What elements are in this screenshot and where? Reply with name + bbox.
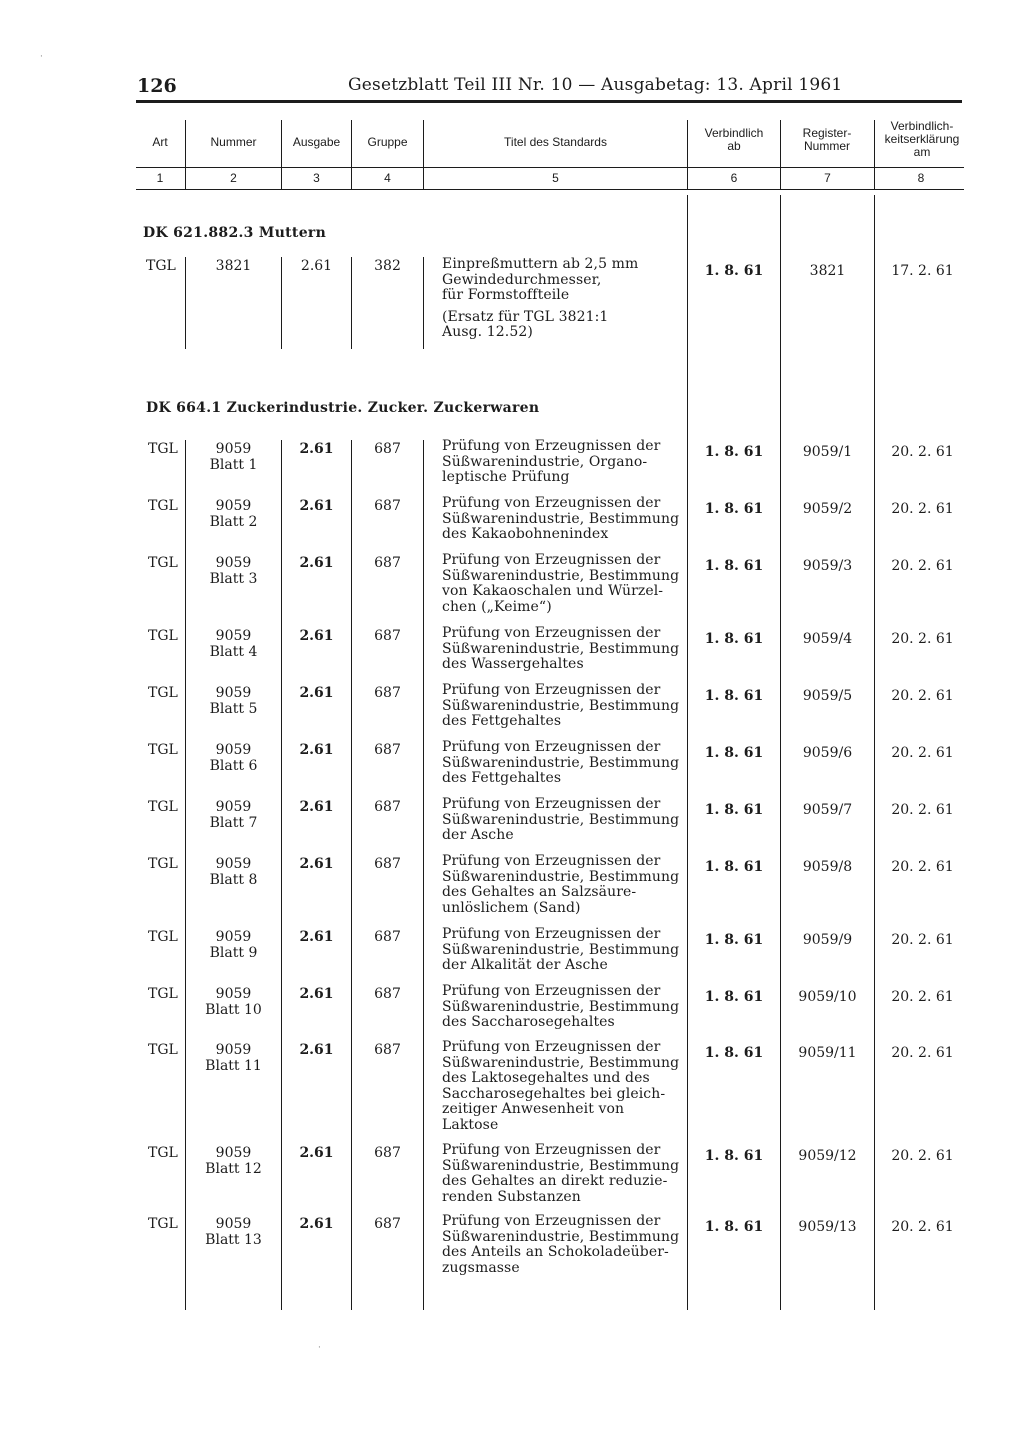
row-gruppe: 687 bbox=[374, 1216, 401, 1232]
titel-line: renden Substanzen bbox=[442, 1188, 581, 1205]
titel-line: des Anteils an Schokoladeüber- bbox=[442, 1244, 669, 1260]
col-number-6: 6 bbox=[730, 171, 738, 185]
row-ausgabe: 2.61 bbox=[299, 1145, 334, 1161]
section-heading-muttern: DK 621.882.3 Muttern bbox=[143, 225, 327, 241]
titel-line: des Gehaltes an direkt reduzie- bbox=[442, 1173, 668, 1189]
row-ausgabe: 2.61 bbox=[299, 628, 334, 644]
row-titel bbox=[442, 439, 682, 486]
titel-line: Süßwarenindustrie, Bestimmung bbox=[442, 1054, 680, 1071]
titel-line: Süßwarenindustrie, Bestimmung bbox=[442, 1228, 680, 1245]
row-erklaerung: 20. 2. 61 bbox=[891, 631, 954, 647]
row-blatt: Blatt 13 bbox=[205, 1232, 262, 1248]
titel-line: Gewindedurchmesser, bbox=[442, 271, 602, 288]
row-erklaerung: 20. 2. 61 bbox=[891, 1045, 954, 1061]
row-register: 9059/13 bbox=[798, 1219, 857, 1235]
titel-line: Süßwarenindustrie, Bestimmung bbox=[442, 1157, 680, 1174]
row-ausgabe: 2.61 bbox=[299, 498, 334, 514]
row-art: TGL bbox=[148, 555, 178, 571]
row-ausgabe: 2.61 bbox=[299, 929, 334, 945]
row-erklaerung: 20. 2. 61 bbox=[891, 1148, 954, 1164]
titel-line: des Wassergehaltes bbox=[442, 656, 584, 672]
row-verbindlich: 1. 8. 61 bbox=[704, 1219, 764, 1235]
row-blatt: Blatt 2 bbox=[209, 514, 258, 530]
row-blatt: Blatt 5 bbox=[209, 701, 258, 717]
row-blatt: Blatt 1 bbox=[209, 457, 258, 473]
replacement-note bbox=[442, 310, 682, 341]
col-number-3: 3 bbox=[313, 171, 320, 185]
row-blatt: Blatt 11 bbox=[205, 1058, 262, 1074]
row-nummer: 9059 bbox=[215, 929, 252, 945]
header-bottom-rule bbox=[136, 189, 964, 190]
titel-line: leptische Prüfung bbox=[442, 469, 570, 485]
titel-line: von Kakaoschalen und Würzel- bbox=[442, 583, 664, 599]
col-number-8: 8 bbox=[917, 171, 925, 185]
row-ausgabe: 2.61 bbox=[300, 258, 333, 274]
row-ausgabe: 2.61 bbox=[299, 799, 334, 815]
titel-line: Prüfung von Erzeugnissen der bbox=[442, 682, 661, 698]
titel-line: des Fettgehaltes bbox=[442, 770, 562, 786]
row-art: TGL bbox=[148, 1042, 178, 1058]
row-art: TGL bbox=[148, 685, 178, 701]
titel-line: Süßwarenindustrie, Bestimmung bbox=[442, 510, 680, 527]
row-ausgabe: 2.61 bbox=[299, 441, 334, 457]
row-erklaerung: 20. 2. 61 bbox=[891, 558, 954, 574]
col-number-5: 5 bbox=[552, 171, 559, 185]
col-header-verbindlich: Verbindlich ab bbox=[704, 126, 764, 153]
row-art: TGL bbox=[148, 498, 178, 514]
titel-line: Süßwarenindustrie, Organo- bbox=[442, 453, 648, 470]
titel-line: unlöslichem (Sand) bbox=[442, 899, 581, 916]
row-gruppe: 687 bbox=[374, 685, 401, 701]
row-nummer: 3821 bbox=[215, 258, 252, 274]
titel-line: des Kakaobohnenindex bbox=[442, 526, 609, 542]
titel-line: Prüfung von Erzeugnissen der bbox=[442, 739, 661, 755]
row-art: TGL bbox=[148, 856, 178, 872]
header-divider bbox=[136, 167, 964, 168]
titel-line: zugsmasse bbox=[442, 1259, 520, 1276]
row-nummer: 9059 bbox=[215, 742, 252, 758]
row-titel bbox=[442, 626, 682, 673]
row-register: 9059/2 bbox=[802, 501, 853, 517]
titel-line: Laktose bbox=[442, 1116, 499, 1133]
row-titel bbox=[442, 984, 682, 1031]
row-ausgabe: 2.61 bbox=[299, 685, 334, 701]
row-verbindlich: 1. 8. 61 bbox=[704, 932, 764, 948]
row-titel bbox=[442, 1040, 682, 1133]
titel-line: Prüfung von Erzeugnissen der bbox=[442, 926, 661, 942]
row-nummer: 9059 bbox=[215, 441, 252, 457]
titel-line: der Asche bbox=[442, 827, 514, 843]
titel-line: Prüfung von Erzeugnissen der bbox=[442, 495, 661, 511]
col-number-7: 7 bbox=[824, 171, 831, 185]
row-gruppe: 687 bbox=[374, 498, 401, 514]
titel-line: Einpreßmuttern ab 2,5 mm bbox=[442, 256, 639, 272]
row-ausgabe: 2.61 bbox=[299, 856, 334, 872]
titel-line: Süßwarenindustrie, Bestimmung bbox=[442, 640, 680, 657]
row-gruppe: 687 bbox=[374, 856, 401, 872]
titel-line: des Saccharosegehaltes bbox=[442, 1014, 615, 1030]
row-art: TGL bbox=[148, 799, 178, 815]
row-blatt: Blatt 10 bbox=[205, 1002, 262, 1018]
row-titel bbox=[442, 683, 682, 730]
titel-line: Saccharosegehaltes bei gleich- bbox=[442, 1085, 666, 1102]
section2-col-rule bbox=[423, 440, 424, 1310]
row-ausgabe: 2.61 bbox=[299, 742, 334, 758]
row-titel bbox=[442, 496, 682, 543]
titel-line: Prüfung von Erzeugnissen der bbox=[442, 438, 661, 454]
row-art: TGL bbox=[146, 258, 176, 274]
row-nummer: 9059 bbox=[215, 799, 252, 815]
row-verbindlich: 1. 8. 61 bbox=[704, 745, 764, 761]
row-verbindlich: 1. 8. 61 bbox=[704, 1148, 764, 1164]
row-nummer: 9059 bbox=[215, 628, 252, 644]
row-ausgabe: 2.61 bbox=[299, 555, 334, 571]
row-register: 9059/12 bbox=[798, 1148, 857, 1164]
row-gruppe: 687 bbox=[374, 799, 401, 815]
row-erklaerung: 20. 2. 61 bbox=[891, 501, 954, 517]
col-number-1: 1 bbox=[156, 171, 164, 185]
row-titel bbox=[442, 740, 682, 787]
row-verbindlich: 1. 8. 61 bbox=[704, 859, 764, 875]
row-gruppe: 687 bbox=[374, 986, 401, 1002]
row-erklaerung: 20. 2. 61 bbox=[891, 688, 954, 704]
row-gruppe: 687 bbox=[374, 1042, 401, 1058]
row-blatt: Blatt 6 bbox=[209, 758, 258, 774]
row-erklaerung: 20. 2. 61 bbox=[891, 859, 954, 875]
row-verbindlich: 1. 8. 61 bbox=[704, 802, 764, 818]
row-blatt: Blatt 7 bbox=[209, 815, 258, 831]
row-register: 9059/4 bbox=[802, 631, 853, 647]
row-art: TGL bbox=[148, 628, 178, 644]
row-verbindlich: 1. 8. 61 bbox=[704, 444, 764, 460]
section1-col-rule bbox=[423, 257, 424, 349]
titel-line: für Formstoffteile bbox=[442, 287, 570, 303]
row-register: 9059/7 bbox=[802, 802, 853, 818]
col-header-ausgabe: Ausgabe bbox=[292, 135, 341, 149]
page-number: 126 bbox=[137, 75, 177, 97]
row-blatt: Blatt 9 bbox=[209, 945, 258, 961]
row-art: TGL bbox=[148, 441, 178, 457]
row-verbindlich: 1. 8. 61 bbox=[704, 558, 764, 574]
col-header-titel: Titel des Standards bbox=[504, 135, 607, 149]
titel-line: Prüfung von Erzeugnissen der bbox=[442, 853, 661, 869]
row-art: TGL bbox=[148, 742, 178, 758]
titel-line: Süßwarenindustrie, Bestimmung bbox=[442, 697, 680, 714]
titel-line: Prüfung von Erzeugnissen der bbox=[442, 625, 661, 641]
row-register: 9059/3 bbox=[802, 558, 853, 574]
note-line: (Ersatz für TGL 3821:1 bbox=[442, 308, 609, 325]
row-nummer: 9059 bbox=[215, 1042, 252, 1058]
header-rule bbox=[136, 100, 962, 103]
row-gruppe: 687 bbox=[374, 929, 401, 945]
titel-line: Prüfung von Erzeugnissen der bbox=[442, 1213, 661, 1229]
titel-line: Prüfung von Erzeugnissen der bbox=[442, 1142, 661, 1158]
row-nummer: 9059 bbox=[215, 856, 252, 872]
titel-line: Prüfung von Erzeugnissen der bbox=[442, 1039, 661, 1055]
row-gruppe: 687 bbox=[374, 1145, 401, 1161]
row-verbindlich: 1. 8. 61 bbox=[704, 688, 764, 704]
col-header-erklaerung: Verbindlich-keitserklärung am bbox=[884, 119, 960, 159]
note-line: Ausg. 12.52) bbox=[442, 324, 533, 340]
row-nummer: 9059 bbox=[215, 555, 252, 571]
row-register: 9059/8 bbox=[802, 859, 853, 875]
row-blatt: Blatt 3 bbox=[209, 571, 258, 587]
titel-line: Süßwarenindustrie, Bestimmung bbox=[442, 941, 680, 958]
row-blatt: Blatt 8 bbox=[209, 872, 258, 888]
row-blatt: Blatt 12 bbox=[205, 1161, 262, 1177]
row-erklaerung: 20. 2. 61 bbox=[891, 1219, 954, 1235]
row-gruppe: 687 bbox=[374, 441, 401, 457]
row-art: TGL bbox=[148, 1216, 178, 1232]
col-header-nummer: Nummer bbox=[210, 135, 257, 149]
titel-line: zeitiger Anwesenheit von bbox=[442, 1101, 625, 1117]
row-ausgabe: 2.61 bbox=[299, 1042, 334, 1058]
row-art: TGL bbox=[148, 986, 178, 1002]
row-erklaerung: 20. 2. 61 bbox=[891, 932, 954, 948]
row-titel bbox=[442, 257, 682, 341]
row-verbindlich: 1. 8. 61 bbox=[704, 501, 764, 517]
row-titel bbox=[442, 553, 682, 615]
row-verbindlich: 1. 8. 61 bbox=[704, 1045, 764, 1061]
titel-line: der Alkalität der Asche bbox=[442, 957, 608, 973]
row-verbindlich: 1. 8. 61 bbox=[704, 989, 764, 1005]
row-gruppe: 382 bbox=[374, 258, 401, 274]
row-erklaerung: 17. 2. 61 bbox=[891, 263, 954, 279]
titel-line: Süßwarenindustrie, Bestimmung bbox=[442, 868, 680, 885]
row-titel bbox=[442, 854, 682, 916]
row-nummer: 9059 bbox=[215, 1145, 252, 1161]
col-header-art: Art bbox=[152, 135, 168, 149]
row-erklaerung: 20. 2. 61 bbox=[891, 444, 954, 460]
titel-line: Süßwarenindustrie, Bestimmung bbox=[442, 567, 680, 584]
row-titel bbox=[442, 1214, 682, 1276]
row-register: 9059/1 bbox=[802, 444, 853, 460]
row-ausgabe: 2.61 bbox=[299, 986, 334, 1002]
row-register: 3821 bbox=[809, 263, 846, 279]
row-register: 9059/5 bbox=[802, 688, 853, 704]
scan-speck: · bbox=[40, 52, 43, 62]
col-header-gruppe: Gruppe bbox=[367, 135, 408, 149]
row-verbindlich: 1. 8. 61 bbox=[704, 631, 764, 647]
titel-line: chen („Keime“) bbox=[442, 598, 552, 615]
titel-line: Süßwarenindustrie, Bestimmung bbox=[442, 998, 680, 1015]
titel-line: des Fettgehaltes bbox=[442, 713, 562, 729]
row-blatt: Blatt 4 bbox=[209, 644, 258, 660]
titel-line: Prüfung von Erzeugnissen der bbox=[442, 796, 661, 812]
row-register: 9059/10 bbox=[798, 989, 857, 1005]
page-header-title: Gesetzblatt Teil III Nr. 10 — Ausgabetag: 13. April 1961 bbox=[348, 75, 843, 95]
row-register: 9059/9 bbox=[802, 932, 853, 948]
row-verbindlich: 1. 8. 61 bbox=[704, 263, 764, 279]
titel-line: Prüfung von Erzeugnissen der bbox=[442, 983, 661, 999]
row-art: TGL bbox=[148, 929, 178, 945]
titel-line: des Gehaltes an Salzsäure- bbox=[442, 884, 637, 900]
row-register: 9059/11 bbox=[798, 1045, 857, 1061]
row-ausgabe: 2.61 bbox=[299, 1216, 334, 1232]
row-register: 9059/6 bbox=[802, 745, 853, 761]
scan-speck: · bbox=[318, 1343, 321, 1353]
titel-line: des Laktosegehaltes und des bbox=[442, 1070, 650, 1086]
row-erklaerung: 20. 2. 61 bbox=[891, 989, 954, 1005]
row-gruppe: 687 bbox=[374, 742, 401, 758]
row-erklaerung: 20. 2. 61 bbox=[891, 745, 954, 761]
row-nummer: 9059 bbox=[215, 986, 252, 1002]
col-header-register: Register-Nummer bbox=[802, 126, 852, 153]
col-number-4: 4 bbox=[384, 171, 391, 185]
row-art: TGL bbox=[148, 1145, 178, 1161]
row-gruppe: 687 bbox=[374, 555, 401, 571]
row-titel bbox=[442, 797, 682, 844]
row-erklaerung: 20. 2. 61 bbox=[891, 802, 954, 818]
titel-line: Süßwarenindustrie, Bestimmung bbox=[442, 754, 680, 771]
row-nummer: 9059 bbox=[215, 685, 252, 701]
row-titel bbox=[442, 1143, 682, 1205]
row-nummer: 9059 bbox=[215, 1216, 252, 1232]
row-nummer: 9059 bbox=[215, 498, 252, 514]
titel-line: Prüfung von Erzeugnissen der bbox=[442, 552, 661, 568]
section-heading-zuckerindustrie: DK 664.1 Zuckerindustrie. Zucker. Zuckerwaren bbox=[146, 400, 540, 416]
row-gruppe: 687 bbox=[374, 628, 401, 644]
row-titel bbox=[442, 927, 682, 974]
col-number-2: 2 bbox=[230, 171, 237, 185]
titel-line: Süßwarenindustrie, Bestimmung bbox=[442, 811, 680, 828]
